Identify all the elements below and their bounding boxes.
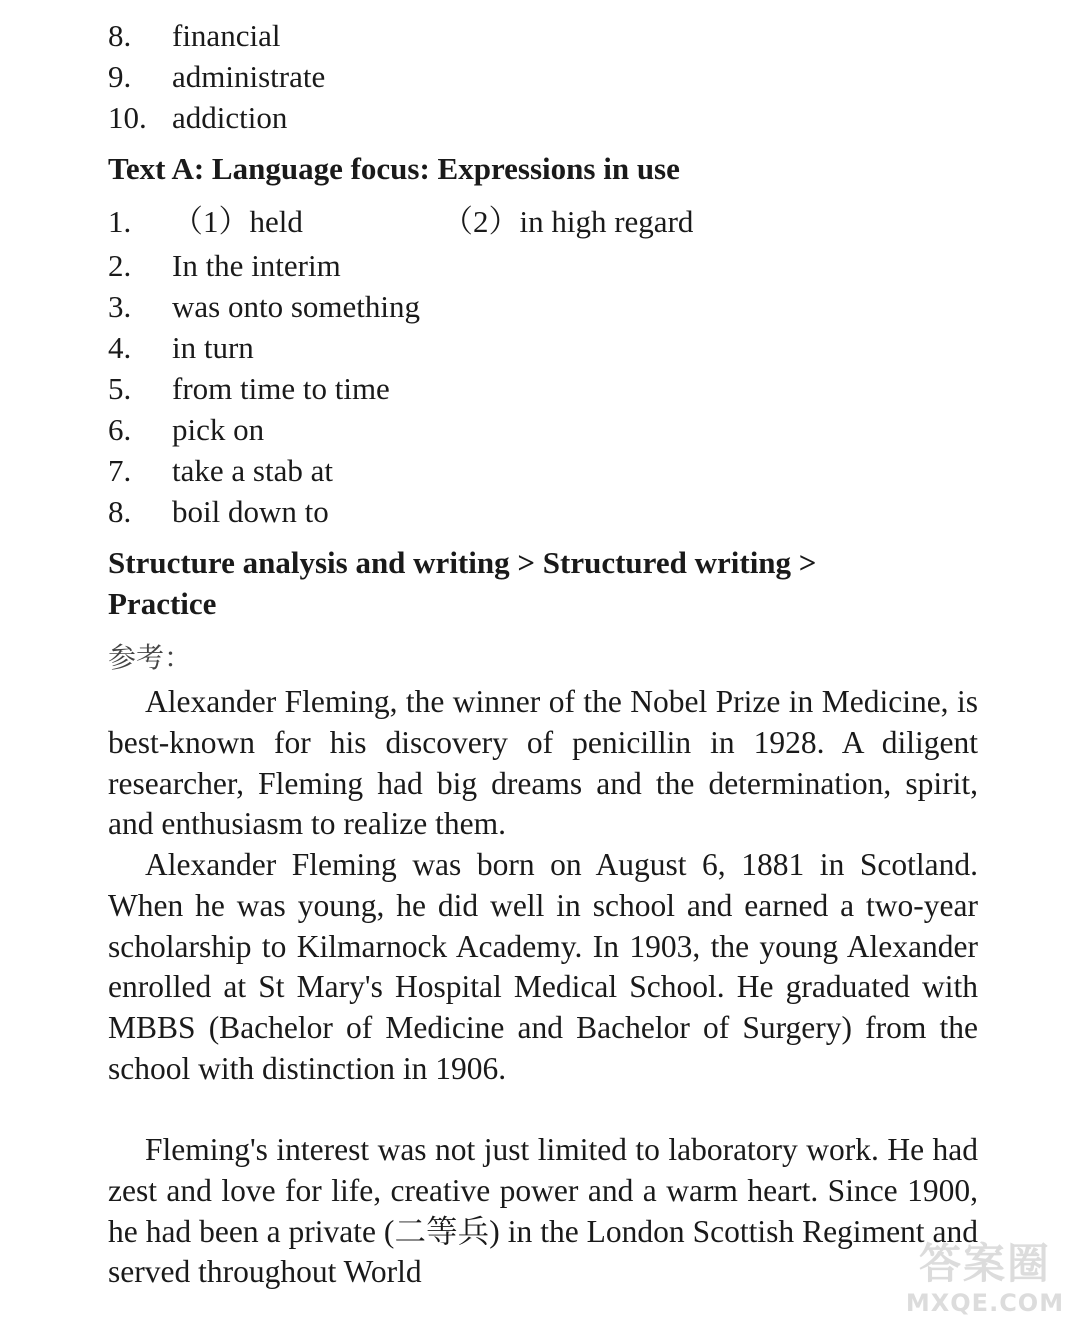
item-number: 1. xyxy=(108,204,132,239)
item-text: from time to time xyxy=(172,371,390,406)
item-number: 8. xyxy=(108,494,132,529)
item-number: 2. xyxy=(108,248,132,283)
item-number: 3. xyxy=(108,289,132,324)
item-number: 4. xyxy=(108,330,132,365)
item-text: take a stab at xyxy=(172,453,333,488)
section-heading-cont: Practice xyxy=(108,586,217,621)
item-text: pick on xyxy=(172,412,265,447)
item-number: 9. xyxy=(108,59,132,94)
section-heading: Text A: Language focus: Expressions in use xyxy=(108,151,680,186)
item-number: 6. xyxy=(108,412,132,447)
item-text: was onto something xyxy=(172,289,420,324)
item-text: in turn xyxy=(172,330,254,365)
item-part-2: （2）in high regard xyxy=(442,204,694,239)
item-part-1: （1）held xyxy=(172,204,303,239)
item-text: financial xyxy=(172,18,281,53)
item-text: addiction xyxy=(172,100,288,135)
reference-label: 参考： xyxy=(108,641,193,674)
paragraph: Fleming's interest was not just limited to laboratory work. He had zest and love for life, creative power and a warm heart. Since 1900, he had been a private (二等兵) in the London Scottish Regiment and served throughout World xyxy=(108,1132,978,1290)
item-text: boil down to xyxy=(172,494,329,529)
item-number: 5. xyxy=(108,371,132,406)
paragraph: Alexander Fleming was born on August 6, 1881 in Scotland. When he was young, he did well in school and earned a two-year scholarship to Kilmarnock Academy. In 1903, the young Alexander enrolled at St Mary's Hospital Medical School. He graduated with MBBS (Bachelor of Medicine and Bachelor of Surgery) from the school with distinction in 1906. xyxy=(108,847,978,1086)
item-number: 10. xyxy=(108,100,147,135)
paragraph: Alexander Fleming, the winner of the Nobel Prize in Medicine, is best-known for his discovery of penicillin in 1928. A diligent researcher, Fleming had big dreams and the determination, spirit, and enthusiasm to realize them. xyxy=(108,684,978,842)
watermark-url: MXQE.COM xyxy=(905,1289,1065,1317)
item-number: 7. xyxy=(108,453,132,488)
item-text: In the interim xyxy=(172,248,341,283)
section-heading: Structure analysis and writing > Structured writing > xyxy=(108,545,817,580)
item-text: administrate xyxy=(172,59,326,94)
watermark-title: 答案圈 xyxy=(918,1239,1051,1288)
item-number: 8. xyxy=(108,18,132,53)
watermark-logo xyxy=(900,1240,1070,1328)
